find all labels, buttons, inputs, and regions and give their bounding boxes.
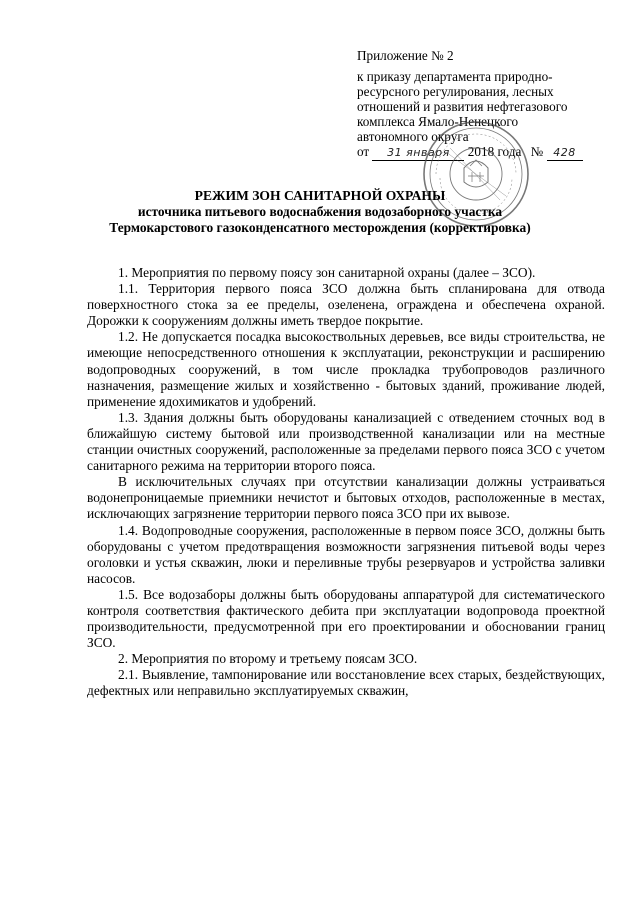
title-line-1: РЕЖИМ ЗОН САНИТАРНОЙ ОХРАНЫ xyxy=(194,188,446,203)
document-body xyxy=(87,265,605,700)
appendix-title: Приложение № 2 xyxy=(357,48,454,63)
appendix-line: комплекса Ямало-Ненецкого xyxy=(357,114,519,129)
document-title xyxy=(50,188,590,236)
paragraph: 2. Мероприятия по второму и третьему поясам ЗСО. xyxy=(118,651,418,667)
paragraph: 1.4. Водопроводные сооружения, расположенные в первом поясе ЗСО, должны быть оборудованы с учетом предотвращения возможности загрязнения питьевой воды через оголовки и устья скважин, люки и переливные трубы резервуаров и устройства заливки насосов. xyxy=(87,522,605,586)
paragraph: В исключительных случаях при отсутствии канализации должны устраиваться водонепроницаемые приемники нечистот и бытовых отходов, расположенные в местах, исключающих загрязнение территории первого пояса ЗСО при их вывозе. xyxy=(87,474,605,522)
appendix-line: автономного округа xyxy=(357,129,469,144)
order-date-handwritten: 31 января xyxy=(387,146,450,159)
appendix-line: к приказу департамента природно- xyxy=(357,69,553,84)
appendix-line: отношений и развития нефтегазового xyxy=(357,99,568,114)
paragraph: 1.1. Территория первого пояса ЗСО должна быть спланирована для отвода поверхностного стока за ее пределы, озеленена, ограждена и обеспечена охраной. Дорожки к сооружениям должны иметь твердое покрытие. xyxy=(87,281,605,329)
paragraph: 1.2. Не допускается посадка высокоствольных деревьев, все виды строительства, не имеющие непосредственного отношения к эксплуатации, реконструкции и расширению водопроводных сооружений, в том числе прокладка трубопроводов различного назначения, размещение жилых и хозяйственно - бытовых зданий, проживание людей, применение ядохимикатов и удобрений. xyxy=(87,329,605,409)
order-from-label: от xyxy=(357,144,370,159)
paragraph: 2.1. Выявление, тампонирование или восстановление всех старых, бездействующих, дефектных или неправильно эксплуатируемых скважин, xyxy=(87,667,605,699)
order-number-label: № xyxy=(530,144,544,159)
appendix-line: ресурсного регулирования, лесных xyxy=(357,84,554,99)
title-line-3: Термокарстового газоконденсатного месторождения (корректировка) xyxy=(109,220,531,235)
paragraph: 1. Мероприятия по первому поясу зон санитарной охраны (далее – ЗСО). xyxy=(118,265,536,280)
order-number-field xyxy=(547,144,583,161)
paragraph: 1.5. Все водозаборы должны быть оборудованы аппаратурой для систематического контроля соответствия фактического дебита при эксплуатации водопровода проектной производительности, предусмотренной при его проектировании и обосновании границ ЗСО. xyxy=(87,586,605,651)
order-year: 2018 года xyxy=(467,144,522,159)
paragraph: 1.3. Здания должны быть оборудованы канализацией с отведением сточных вод в ближайшую систему бытовой или производственной канализации или на местные станции очистных сооружений, расположенные за пределами первого пояса ЗСО с учетом санитарного режима на территории второго пояса. xyxy=(87,409,605,474)
title-line-2: источника питьевого водоснабжения водозаборного участка xyxy=(137,204,503,219)
order-number-handwritten: 428 xyxy=(553,146,576,159)
